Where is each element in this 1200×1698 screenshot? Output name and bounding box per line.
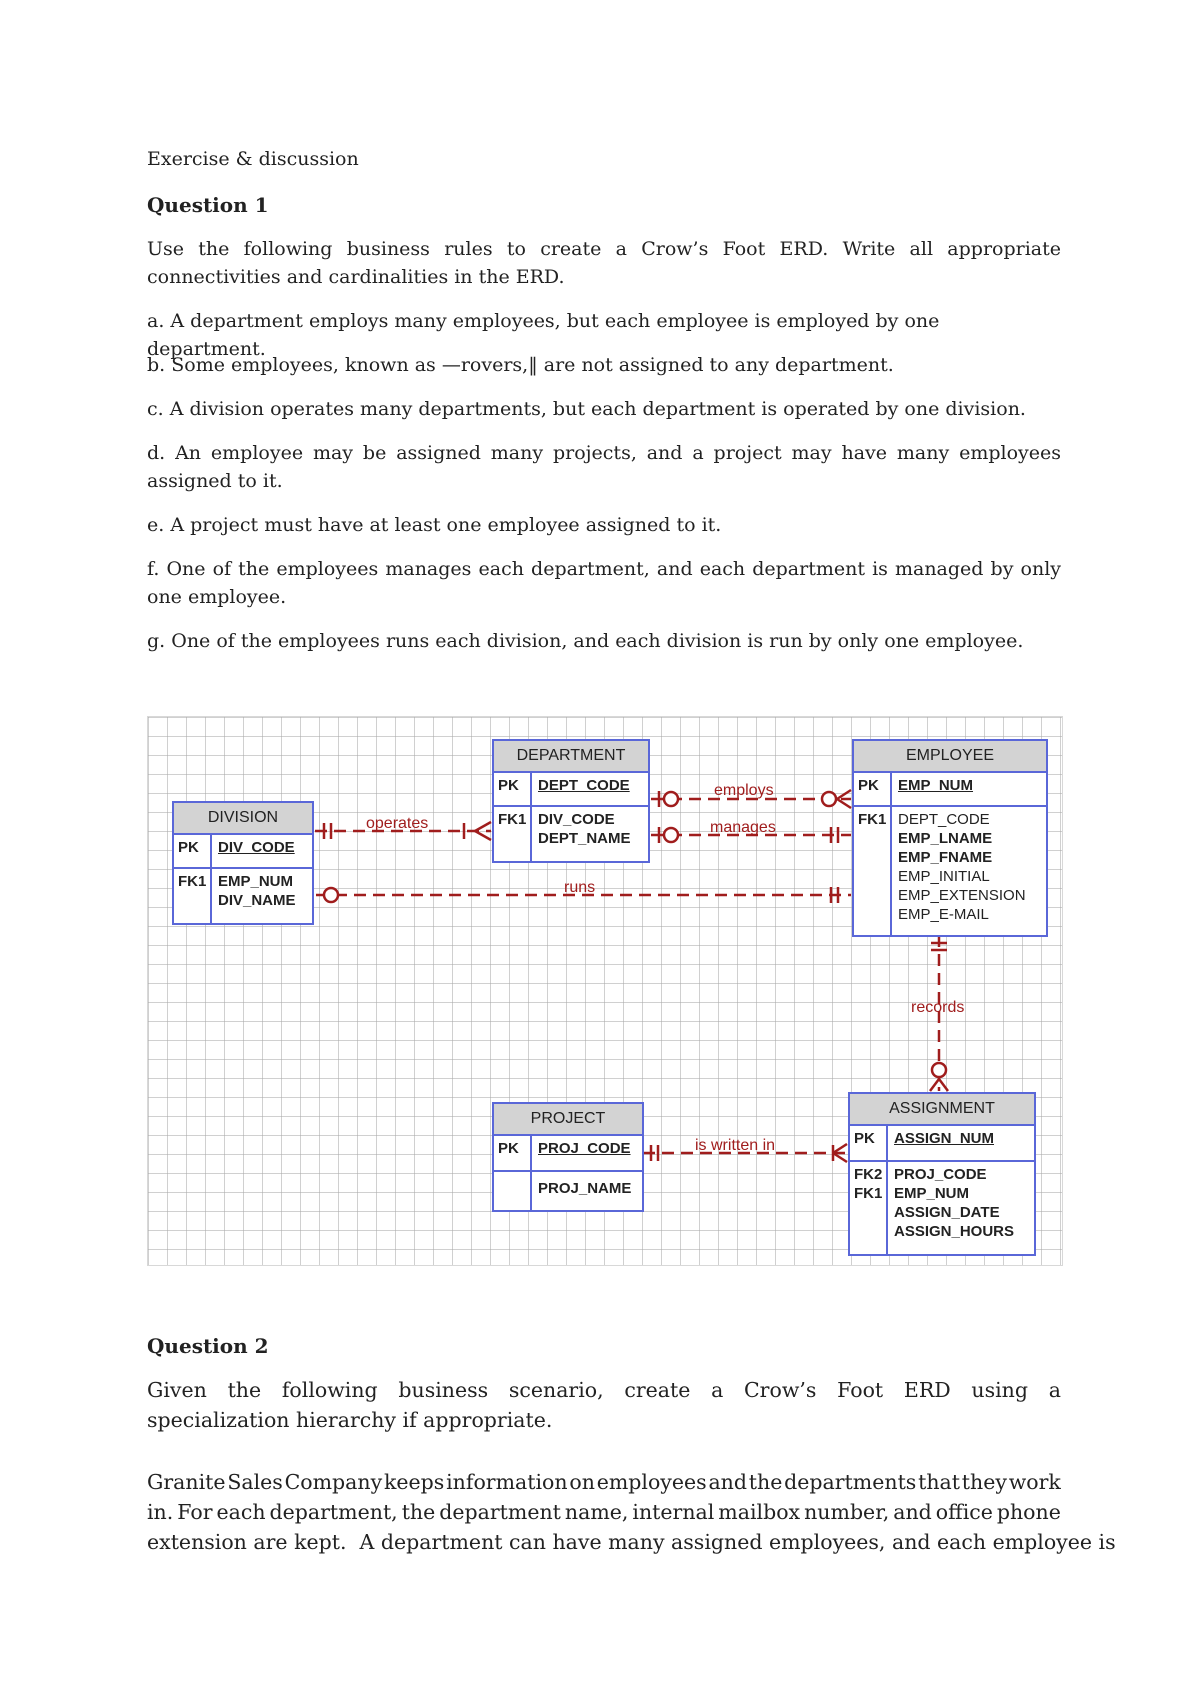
assignment-header: ASSIGNMENT — [850, 1094, 1034, 1126]
question-2-intro — [147, 1375, 1061, 1435]
assignment-attr: EMP_NUM — [894, 1185, 970, 1202]
written-crow-1 — [833, 1144, 847, 1153]
employee-attr: EMP_FNAME — [898, 849, 993, 866]
is-written-in-label: is written in — [695, 1137, 776, 1154]
department-attr: DEPT_NAME — [538, 830, 631, 847]
manages-label: manages — [710, 819, 776, 836]
question-2-intro-line-1 — [147, 1375, 1061, 1405]
paragraph-line: in. For each department, the department name, internal mailbox number, and office phone — [147, 1500, 1061, 1524]
runs-circle — [324, 888, 338, 902]
employs-crow-2 — [837, 799, 851, 808]
records-label: records — [911, 999, 965, 1016]
assignment-pk-attr: ASSIGN_NUM — [894, 1130, 995, 1147]
assignment-fk2-key: FK2 — [854, 1166, 883, 1183]
intro-word: ERD — [903, 1378, 951, 1402]
rule-d: d. An employee may be assigned many projects, and a project may have many employees assigned to it. — [147, 442, 1061, 492]
rule-c: c. A division operates many departments, but each department is operated by one division. — [147, 398, 1026, 420]
intro-word: a — [711, 1378, 724, 1402]
intro-word: a — [1048, 1378, 1061, 1402]
department-header: DEPARTMENT — [494, 741, 648, 773]
paragraph-line: Granite Sales Company keeps information on employees and the departments that they work — [147, 1470, 1061, 1494]
runs-label: runs — [564, 879, 596, 896]
records-circle — [932, 1063, 946, 1077]
assignment-attr: ASSIGN_DATE — [894, 1204, 1000, 1221]
division-attr: EMP_NUM — [218, 873, 294, 890]
question-2-paragraph — [147, 1467, 1116, 1557]
employee-fk-key: FK1 — [854, 807, 892, 935]
division-pk-key: PK — [174, 835, 212, 867]
employs-crow-1 — [837, 790, 851, 799]
rule-a: a. A department employs many employees, but each employee is employed by one department. — [147, 310, 940, 360]
assignment-attr: PROJ_CODE — [894, 1166, 987, 1183]
question-2-intro-line-2: specialization hierarchy if appropriate. — [147, 1408, 553, 1432]
division-header: DIVISION — [174, 803, 312, 835]
intro-word: Foot — [837, 1378, 884, 1402]
assignment-entity[interactable] — [848, 1092, 1036, 1256]
employee-pk-attr: EMP_NUM — [898, 777, 974, 794]
employee-attr: EMP_INITIAL — [898, 868, 990, 885]
intro-word: create — [624, 1378, 691, 1402]
employee-attr: EMP_E-MAIL — [898, 906, 989, 923]
division-fk-key: FK1 — [174, 869, 212, 923]
employs-circle-right — [822, 792, 836, 806]
project-empty-key — [494, 1172, 532, 1210]
intro-word: Crow’s — [744, 1378, 817, 1402]
assignment-attr: ASSIGN_HOURS — [894, 1223, 1015, 1240]
project-entity[interactable] — [492, 1102, 644, 1212]
paragraph-line: extension are kept. A department can have many assigned employees, and each employee is — [147, 1530, 1116, 1554]
operates-crow-2 — [475, 831, 491, 840]
department-entity[interactable] — [492, 739, 650, 863]
manages-circle — [664, 828, 678, 842]
intro-word: Given — [147, 1378, 207, 1402]
rule-g: g. One of the employees runs each division, and each division is run by only one employee. — [147, 630, 1024, 652]
rule-e: e. A project must have at least one employee assigned to it. — [147, 514, 722, 536]
operates-label: operates — [366, 815, 429, 832]
records-crow-1 — [930, 1079, 939, 1091]
intro-word: scenario, — [508, 1378, 604, 1402]
project-pk-attr: PROJ_CODE — [538, 1140, 631, 1157]
employee-entity[interactable] — [852, 739, 1048, 937]
assignment-fk1-key: FK1 — [854, 1185, 883, 1202]
intro-word: business — [398, 1378, 489, 1402]
department-pk-key: PK — [494, 773, 532, 805]
project-pk-key: PK — [494, 1136, 532, 1170]
department-attr: DIV_CODE — [538, 811, 615, 828]
division-pk-attr: DIV_CODE — [218, 839, 295, 856]
question-2-heading: Question 2 — [147, 1334, 269, 1358]
employee-attr: EMP_LNAME — [898, 830, 993, 847]
employs-label: employs — [714, 782, 774, 799]
department-fk-key: FK1 — [494, 807, 532, 861]
rule-b: b. Some employees, known as —rovers,‖ are not assigned to any department. — [147, 354, 894, 376]
employee-attr: DEPT_CODE — [898, 811, 990, 828]
exercise-title: Exercise & discussion — [147, 148, 359, 170]
employs-circle-left — [664, 792, 678, 806]
employee-attr: EMP_EXTENSION — [898, 887, 1026, 904]
intro-word: following — [281, 1378, 378, 1402]
employee-header: EMPLOYEE — [854, 741, 1046, 773]
project-header: PROJECT — [494, 1104, 642, 1136]
assignment-pk-key: PK — [850, 1126, 888, 1160]
erd-diagram — [147, 716, 1063, 1266]
written-crow-2 — [833, 1153, 847, 1162]
project-attr: PROJ_NAME — [538, 1180, 632, 1197]
intro-word: using — [971, 1378, 1029, 1402]
intro-word: the — [227, 1378, 262, 1402]
operates-crow-1 — [475, 822, 491, 831]
division-entity[interactable] — [172, 801, 314, 925]
rule-f: f. One of the employees manages each department, and each department is managed by only one employee. — [147, 558, 1061, 608]
department-pk-attr: DEPT_CODE — [538, 777, 630, 794]
question-1-intro: Use the following business rules to create a Crow’s Foot ERD. Write all appropriate connectivities and cardinalities in the ERD. — [147, 238, 1061, 288]
division-attr: DIV_NAME — [218, 892, 296, 909]
records-crow-2 — [939, 1079, 948, 1091]
employee-pk-key: PK — [854, 773, 892, 805]
question-1-heading: Question 1 — [147, 193, 269, 217]
